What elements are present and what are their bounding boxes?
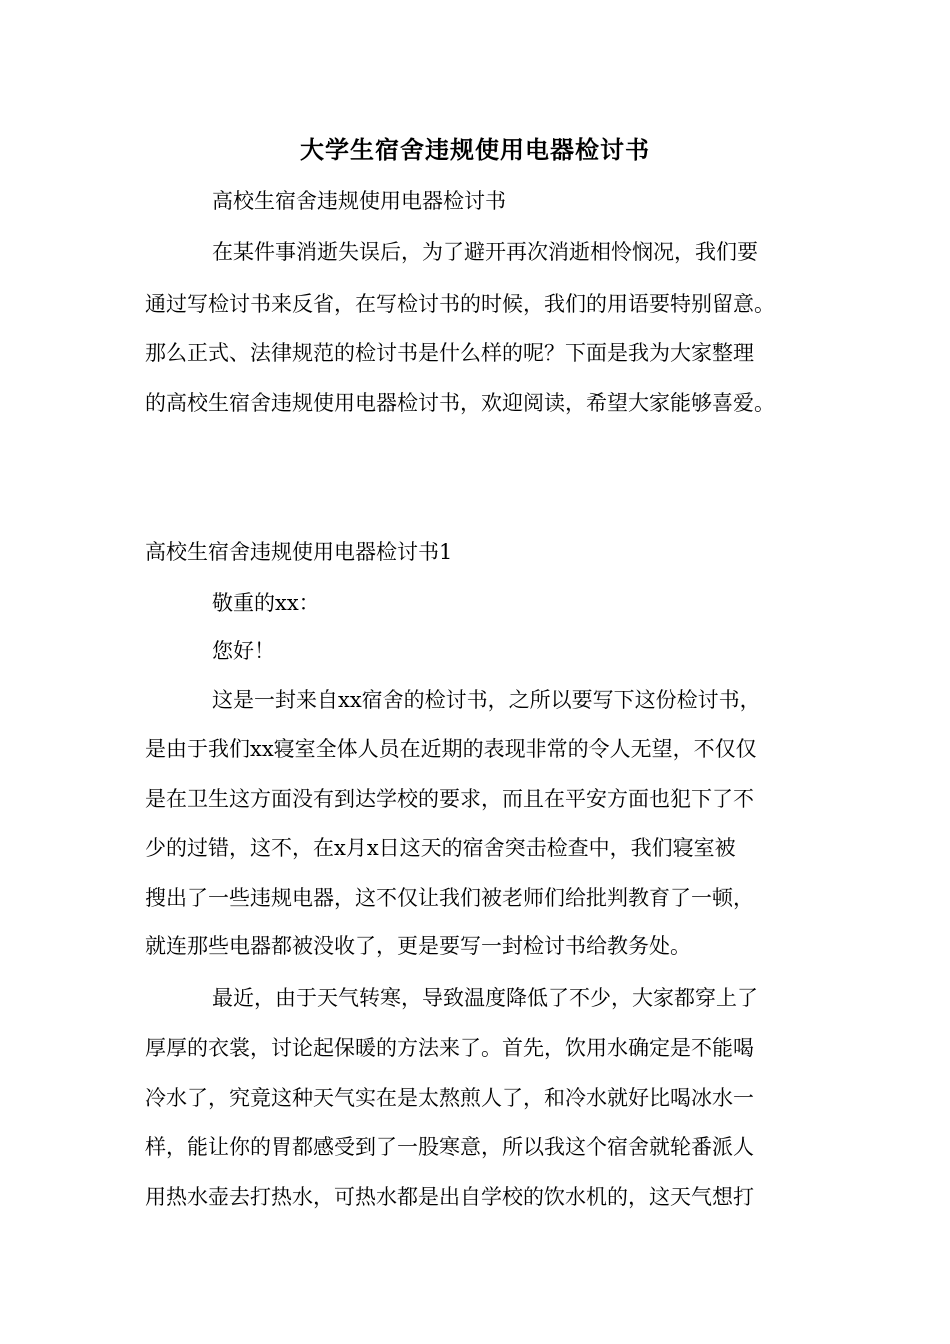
intro-line-3: 那么正式、法律规范的检讨书是什么样的呢？下面是我为大家整理	[145, 341, 754, 365]
paragraph2-line-4: 样，能让你的胃都感受到了一股寒意，所以我这个宿舍就轮番派人	[145, 1135, 754, 1159]
paragraph2-line-3: 冷水了，究竟这种天气实在是太熬煎人了，和冷水就好比喝冰水一	[145, 1086, 754, 1110]
document-subtitle: 高校生宿舍违规使用电器检讨书	[212, 189, 506, 213]
paragraph2-line-2: 厚厚的衣裳，讨论起保暖的方法来了。首先，饮用水确定是不能喝	[145, 1036, 754, 1060]
section-heading: 高校生宿舍违规使用电器检讨书1	[145, 540, 453, 564]
intro-line-4: 的高校生宿舍违规使用电器检讨书，欢迎阅读，希望大家能够喜爱。	[145, 391, 775, 415]
paragraph2-line-1: 最近，由于天气转寒，导致温度降低了不少，大家都穿上了	[212, 986, 758, 1010]
intro-line-2: 通过写检讨书来反省，在写检讨书的时候，我们的用语要特别留意。	[145, 292, 775, 316]
paragraph1-line-2: 是由于我们xx寝室全体人员在近期的表现非常的令人无望，不仅仅	[145, 737, 757, 761]
paragraph1-line-3: 是在卫生这方面没有到达学校的要求，而且在平安方面也犯下了不	[145, 787, 754, 811]
paragraph2-line-5: 用热水壶去打热水，可热水都是出自学校的饮水机的，这天气想打	[145, 1185, 754, 1209]
greeting: 您好！	[212, 639, 275, 663]
document-title: 大学生宿舍违规使用电器检讨书	[300, 135, 650, 164]
paragraph1-line-4: 少的过错，这不，在x月x日这天的宿舍突击检查中，我们寝室被	[145, 836, 736, 860]
salutation: 敬重的xx：	[212, 591, 320, 615]
intro-line-1: 在某件事消逝失误后，为了避开再次消逝相怜悯况，我们要	[212, 240, 758, 264]
paragraph1-line-6: 就连那些电器都被没收了，更是要写一封检讨书给教务处。	[145, 934, 691, 958]
paragraph1-line-1: 这是一封来自xx宿舍的检讨书，之所以要写下这份检讨书，	[212, 688, 761, 712]
paragraph1-line-5: 搜出了一些违规电器，这不仅让我们被老师们给批判教育了一顿，	[145, 886, 754, 910]
